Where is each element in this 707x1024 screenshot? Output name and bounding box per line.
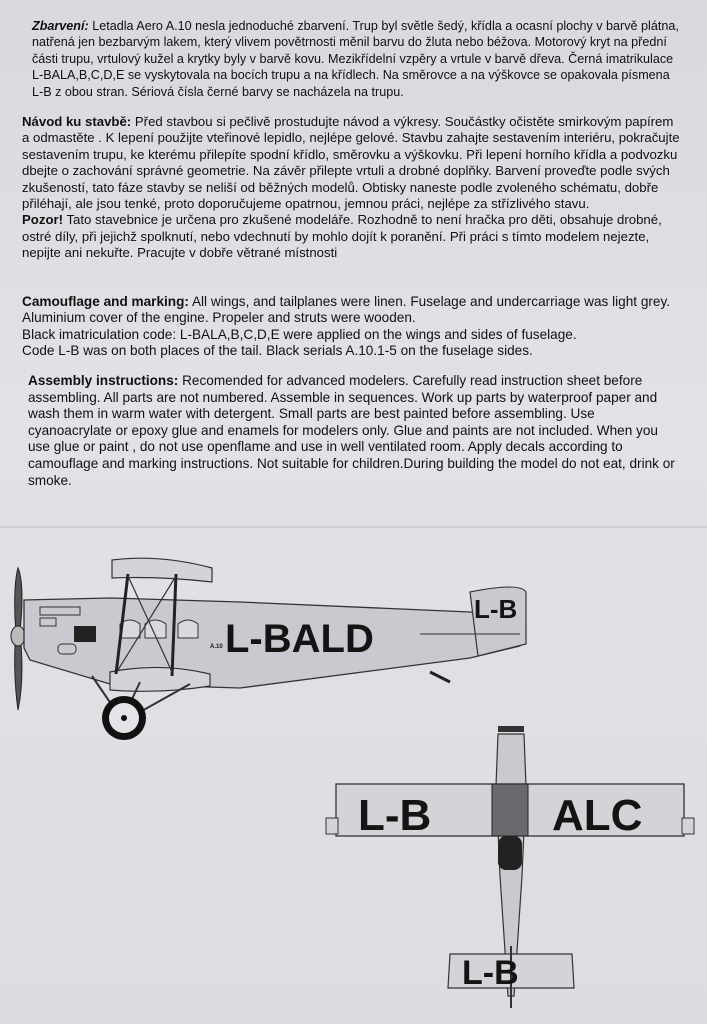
camouflage-line-1: All wings, and tailplanes were linen. Fuselage and undercarriage was light grey. Aluminium cover of the engine. Propeler and struts were wooden. [22, 293, 671, 326]
pozor-text: Tato stavebnice je určena pro zkušené modeláře. Rozhodně to není hračka pro děti, obsahuje drobné, ostré díly, při jejichž spolknutí, nebo vdechnutí by mohlo dojít k poranění. Při práci s tímto modelem nejezte, nepijte ani nekuřte. Pracujte v dobře větrané místnosti [22, 212, 662, 261]
top-wing-left-code: L-B [358, 791, 432, 840]
top-view-drawing [322, 726, 698, 1014]
assembly-paragraph [22, 373, 682, 489]
assembly-label: Assembly instructions: [28, 373, 179, 389]
camouflage-paragraph [22, 294, 682, 327]
zbarveni-label: Zbarvení: [32, 19, 89, 33]
paper-fold [0, 526, 707, 528]
czech-colouring-paragraph [22, 18, 682, 100]
side-serial: A.10 [210, 644, 223, 650]
top-wing-right-code: ALC [552, 791, 643, 840]
side-registration: L-BALD [225, 617, 374, 661]
top-tailplane-code: L-B [462, 954, 519, 992]
navod-text: Před stavbou si pečlivě prostudujte návod a výkresy. Součástky očistěte smirkovým papírem a odmastěte . K lepení použijte vteřinové lepidlo, nejlépe gelové. Stavbu zahajte sestavením interiéru, pokračujte sestavením trupu, ke kterému přilepíte spodní křídlo, směrovku a výškovku. Při lepení horního křídla a podvozku dbejte o zachování správné geometrie. Na závěr přilepte vrtuli a drobné doplňky. Barvení proveďte podle svých zkušeností, tato fáze stavby se neliší od běžných modelů. Obtisky naneste podle zvoleného schématu, dobře přiléhají, ale jsou tenké, proto doporučujeme opatrnou, jemnou práci, nejlépe za střízlivého stavu. [22, 114, 680, 212]
czech-warning-paragraph [22, 212, 682, 261]
camouflage-line-2: Black imatriculation code: L-BALA,B,C,D,E were applied on the wings and sides of fuselage. [22, 326, 577, 342]
zbarveni-text: Letadla Aero A.10 nesla jednoduché zbarvení. Trup byl světle šedý, křídla a ocasní plochy v barvě plátna, natřená jen bezbarvým lakem, který vlivem povětrnosti měnil barvu do žluta nebo béžova. Motorový kryt na přední části trupu, vrtulový kužel a krytky byly v barvě kovu. Mezikřídelní vzpěry a vrtule v barvě dřeva. Černá imatrikulace L-BALA,B,C,D,E se vyskytovala na bocích trupu a na křídlech. Na směrovce a na výškovce se opakovala písmena L-B z obou stran. Sériová čísla černé barvy se nacházela na trupu. [32, 19, 679, 99]
pozor-label: Pozor! [22, 212, 64, 228]
camouflage-label: Camouflage and marking: [22, 293, 189, 309]
navod-label: Návod ku stavbě: [22, 114, 132, 130]
assembly-text: Recomended for advanced modelers. Carefully read instruction sheet before assembling. All parts are not numbered. Assemble in sequences. Work up parts by waterproof paper and wash them in warm water with detergent. Small parts are best painted before assembling. Use cyanoacrylate or epoxy glue and enamels for modelers only. Glue and paints are not included. When you use glue or paint , do not use openflame and use in well ventilated room. Apply decals according to camouflage and marking instructions. Not suitable for children.During building the model do not eat, drink or smoke. [28, 373, 675, 488]
side-view-drawing [0, 552, 540, 752]
camouflage-line-3: Code L-B was on both places of the tail. Black serials A.10.1-5 on the fuselage sides. [22, 343, 533, 359]
side-tail-code: L-B [474, 594, 518, 624]
instructions-text [22, 18, 682, 489]
czech-build-paragraph [22, 114, 682, 212]
